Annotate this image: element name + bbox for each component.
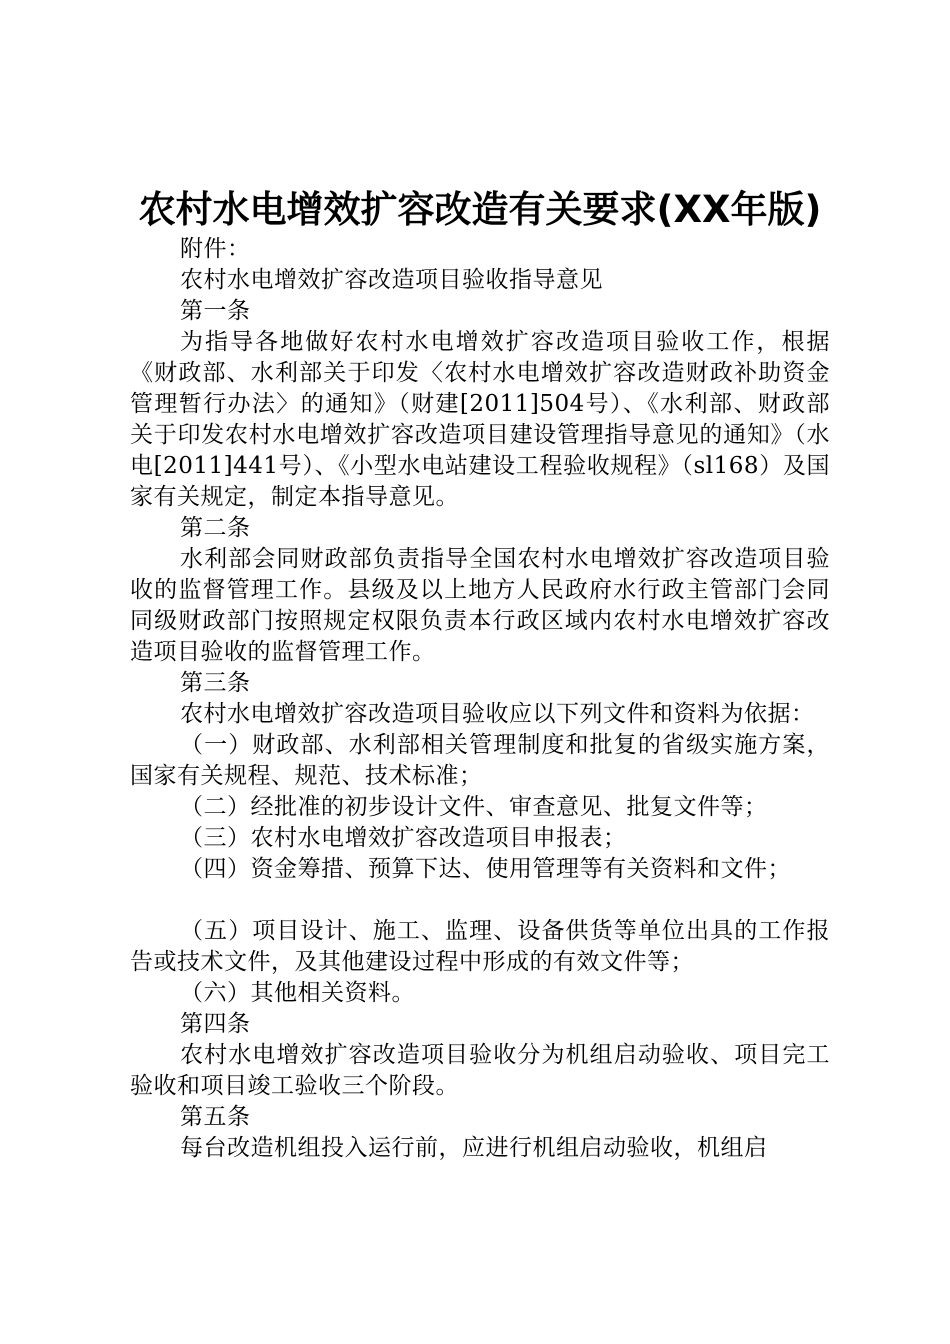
article-text: 农村水电增效扩容改造项目验收分为机组启动验收、项目完工验收和项目竣工验收三个阶段。 bbox=[130, 1042, 830, 1099]
article-text: 每台改造机组投入运行前，应进行机组启动验收，机组启 bbox=[180, 1135, 768, 1161]
article-heading: 第四条 bbox=[180, 1011, 251, 1037]
document-body bbox=[130, 234, 830, 1164]
article-heading: 第三条 bbox=[180, 670, 251, 696]
article-heading: 第二条 bbox=[180, 515, 251, 541]
list-item: （六）其他相关资料。 bbox=[180, 980, 415, 1006]
article-text: 为指导各地做好农村水电增效扩容改造项目验收工作，根据《财政部、水利部关于印发〈农村水电增效扩容改造财政补助资金管理暂行办法〉的通知》（财建[2011]504号）、《水利部、财政部关于印发农村水电增效扩容改造项目建设管理指导意见的通知》（水电[2011]441号）、《小型水电站建设工程验收规程》（sl168）及国家有关规定，制定本指导意见。 bbox=[130, 329, 830, 510]
list-item: （三）农村水电增效扩容改造项目申报表； bbox=[180, 825, 627, 851]
document-title: 农村水电增效扩容改造有关要求(XX年版) bbox=[138, 188, 822, 231]
list-item: （一）财政部、水利部相关管理制度和批复的省级实施方案，国家有关规程、规范、技术标准； bbox=[130, 732, 830, 789]
attachment-label: 附件： bbox=[180, 236, 251, 262]
list-item: （二）经批准的初步设计文件、审查意见、批复文件等； bbox=[180, 794, 768, 820]
article-heading: 第一条 bbox=[180, 298, 251, 324]
blank-line bbox=[130, 885, 830, 916]
article-text: 农村水电增效扩容改造项目验收应以下列文件和资料为依据： bbox=[180, 701, 815, 727]
article-text: 水利部会同财政部负责指导全国农村水电增效扩容改造项目验收的监督管理工作。县级及以上地方人民政府水行政主管部门会同同级财政部门按照规定权限负责本行政区域内农村水电增效扩容改造项目验收的监督管理工作。 bbox=[130, 546, 830, 665]
article-heading: 第五条 bbox=[180, 1104, 251, 1130]
subtitle: 农村水电增效扩容改造项目验收指导意见 bbox=[180, 267, 603, 293]
list-item: （五）项目设计、施工、监理、设备供货等单位出具的工作报告或技术文件，及其他建设过程中形成的有效文件等； bbox=[130, 918, 830, 975]
list-item: （四）资金筹措、预算下达、使用管理等有关资料和文件； bbox=[180, 856, 791, 882]
